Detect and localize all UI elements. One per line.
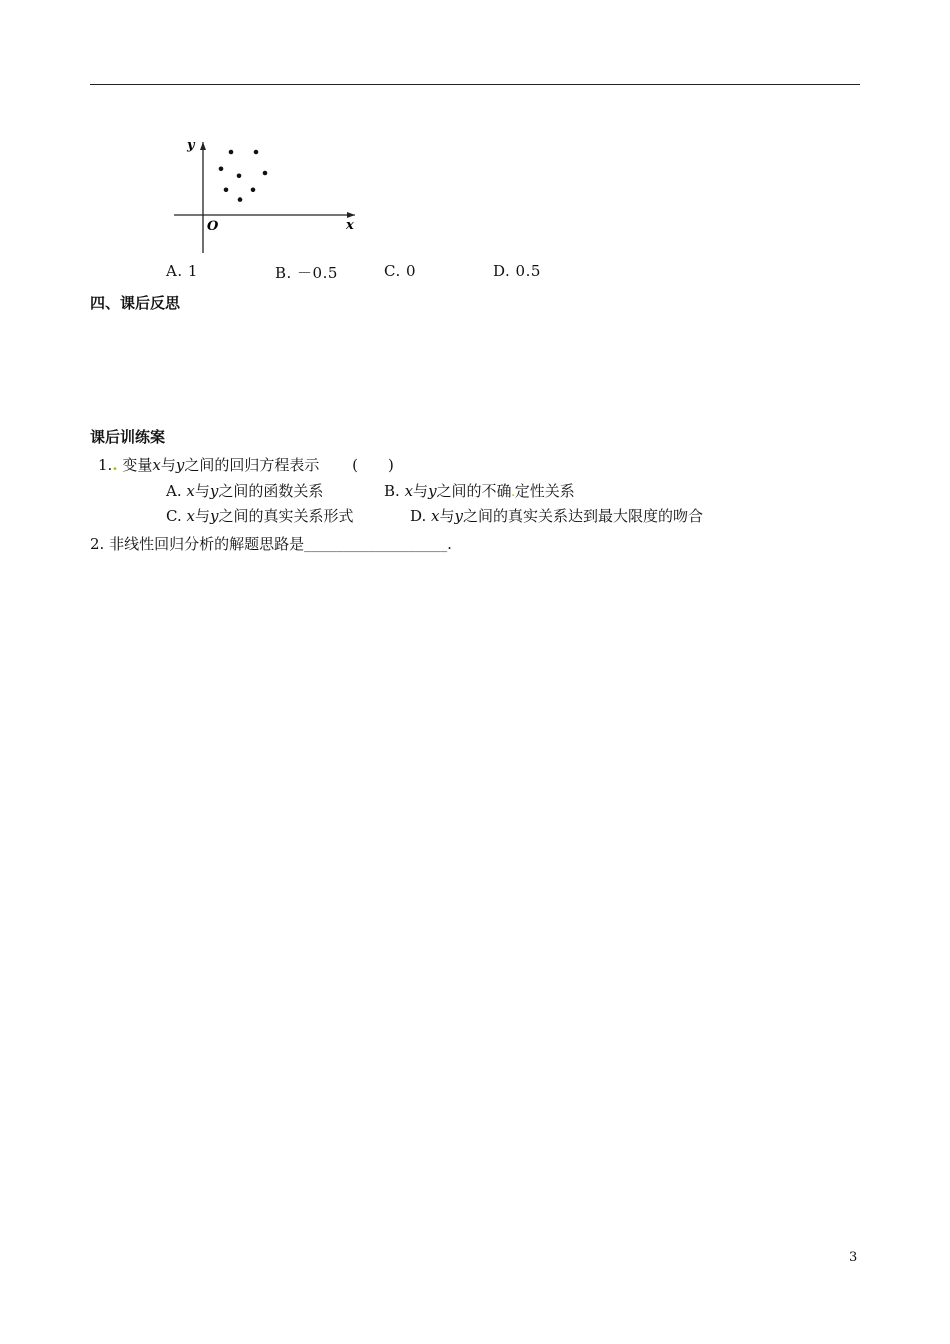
x-axis-label: x (346, 218, 354, 233)
option-text: 与 (413, 482, 429, 500)
scatter-point (224, 188, 229, 193)
answer-options-row (0, 262, 950, 284)
var-x: x (186, 507, 195, 525)
scatter-point (229, 150, 234, 155)
question-1-option-d (410, 505, 703, 526)
stem-text: 之间的回归方程表示 (184, 456, 320, 474)
scatter-point (263, 171, 268, 176)
marker-dot: . (112, 456, 118, 474)
question-1-option-a (166, 480, 323, 501)
period: . (447, 535, 452, 553)
scatter-plot-figure (170, 135, 365, 255)
question-number: 1. (98, 456, 113, 474)
option-a: A. 1 (166, 262, 198, 280)
option-label: A. (166, 482, 182, 500)
var-y: y (209, 507, 219, 525)
scatter-point (237, 174, 242, 179)
var-x: x (404, 482, 414, 500)
option-text: 之间的函数关系 (218, 482, 324, 500)
question-1-option-b (384, 480, 575, 501)
training-heading: 课后训练案 (90, 428, 166, 446)
stem-text: 与 (160, 456, 176, 474)
var-x: x (431, 507, 440, 525)
header-rule (90, 84, 860, 85)
option-label: C. (166, 507, 182, 525)
y-axis-arrow (200, 142, 206, 150)
section-four-heading: 四、课后反思 (90, 294, 181, 312)
marker-dot: . (511, 489, 515, 499)
option-b: B. －0.5 (275, 264, 338, 282)
question-1-stem (98, 454, 394, 475)
page-number: 3 (849, 1250, 858, 1265)
option-text: 定性关系 (514, 482, 575, 500)
option-text: 之间的真实关系形式 (218, 507, 354, 525)
y-axis-label: y (187, 138, 195, 153)
option-c: C. 0 (384, 262, 417, 280)
answer-paren: ( ) (352, 456, 394, 474)
option-text: 与 (194, 507, 210, 525)
var-y: y (428, 482, 437, 500)
question-2-text: 2. 非线性回归分析的解题思路是 (90, 535, 305, 553)
var-y: y (175, 456, 185, 474)
answer-blank: ______________________ (304, 538, 448, 553)
var-y: y (454, 507, 464, 525)
var-x: x (186, 482, 195, 500)
stem-text: 变量 (122, 456, 153, 474)
scatter-points (219, 150, 268, 202)
option-text: 与 (439, 507, 455, 525)
var-y: y (209, 482, 219, 500)
question-1-option-c (166, 505, 353, 526)
option-text: 之间的真实关系达到最大限度的吻合 (463, 507, 704, 525)
scatter-point (251, 188, 256, 193)
var-x: x (152, 456, 161, 474)
axes (174, 138, 355, 253)
scatter-point (219, 167, 224, 172)
option-label: D. (410, 507, 427, 525)
option-text: 之间的不确 (436, 482, 512, 500)
option-text: 与 (194, 482, 210, 500)
option-label: B. (384, 482, 400, 500)
scatter-point (254, 150, 259, 155)
option-d: D. 0.5 (493, 262, 541, 280)
question-2 (90, 533, 452, 554)
origin-label: O (207, 219, 219, 234)
scatter-point (238, 197, 243, 202)
